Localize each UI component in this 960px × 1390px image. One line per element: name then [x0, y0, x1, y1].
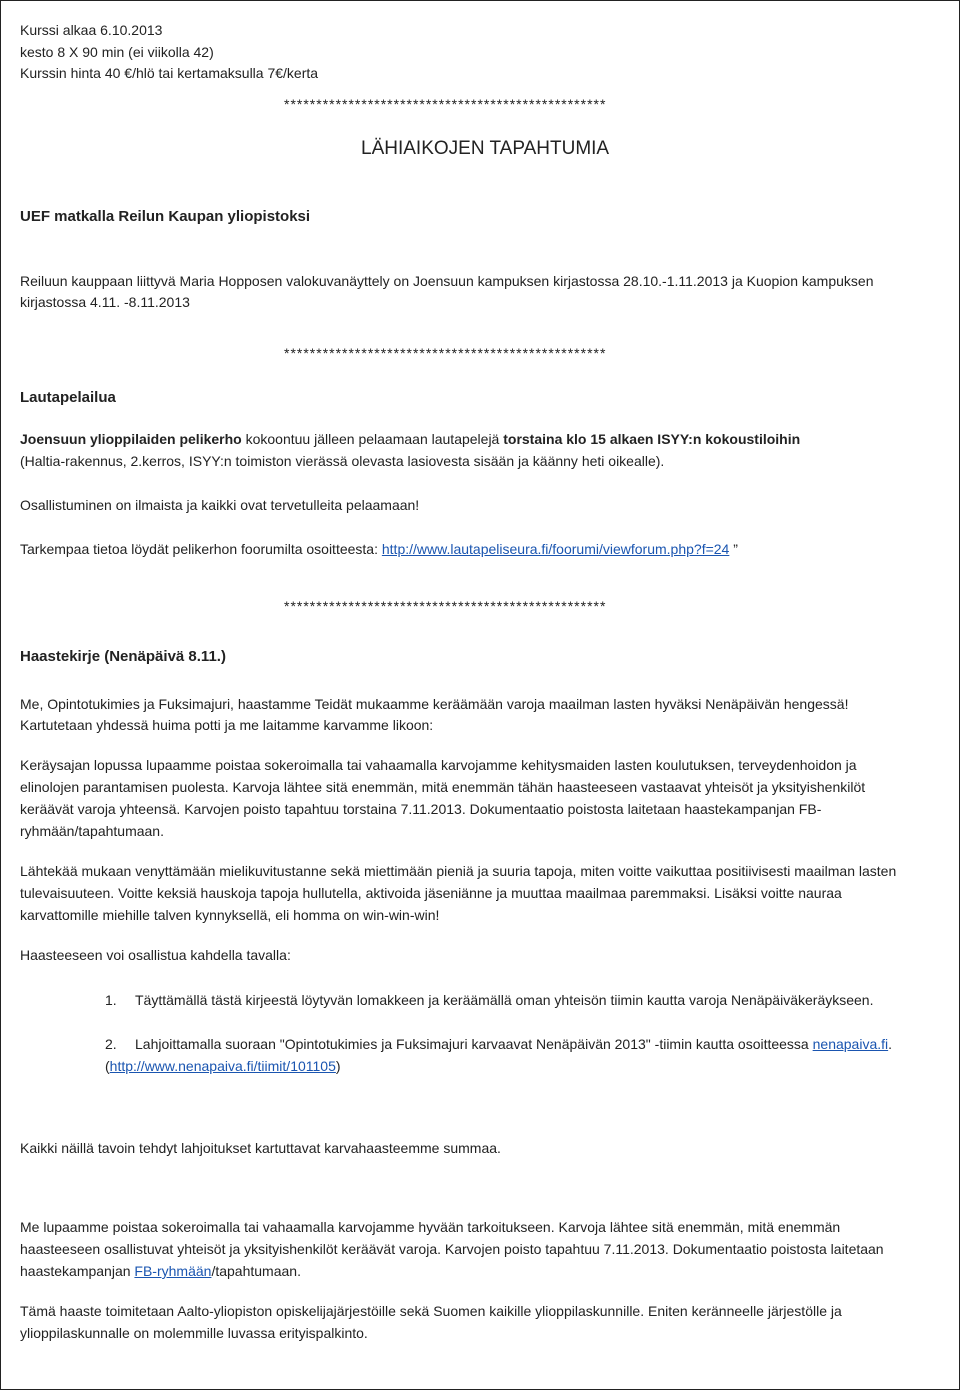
events-heading: LÄHIAIKOJEN TAPAHTUMIA: [361, 138, 610, 159]
forum-intro: Tarkempaa tietoa löydät pelikerhon foorumilta osoitteesta:: [20, 541, 382, 557]
board-games-p3: [20, 538, 738, 560]
list-item-dot: .: [888, 1036, 893, 1052]
separator-1: **************************************************: [284, 96, 607, 112]
aalto-line1: Tämä haaste toimitetaan Aalto-yliopiston opiskelijajärjestöille sekä Suomen kaikille ylioppilaskunnille. Eniten keränneelle järjestölle ja: [20, 1303, 842, 1319]
separator-3: **************************************************: [284, 598, 607, 614]
forum-tail: ”: [729, 541, 738, 557]
promise-tail: /tapahtumaan.: [211, 1263, 301, 1279]
challenge-p1-line3: keräävät varoja yhteensä. Karvojen poisto tapahtuu torstaina 7.11.2013. Dokumentaatio poistosta laitetaan haastekampanjan FB-: [20, 801, 822, 817]
fb-group-link[interactable]: FB-ryhmään: [134, 1263, 212, 1279]
paren-open: (: [105, 1058, 110, 1074]
promise-line3: [20, 1260, 301, 1282]
challenge-p1-line1: Keräysajan lopussa lupaamme poistaa sokeroimalla tai vahaamalla karvojamme kehitysmaiden lasten koulutuksen, terveydenhoidon ja: [20, 757, 857, 773]
uef-text-line2: kirjastossa 4.11. -8.11.2013: [20, 294, 190, 310]
board-games-p1-line2: (Haltia-rakennus, 2.kerros, ISYY:n toimiston vierässä olevasta lasiovesta sisään ja käänny heti oikealle).: [20, 453, 665, 469]
challenge-p1-line4: ryhmään/tapahtumaan.: [20, 823, 164, 839]
nenapaiva-link[interactable]: nenapaiva.fi: [812, 1036, 889, 1052]
p1-text: kokoontuu jälleen pelaamaan lautapelejä: [241, 431, 504, 447]
aalto-line2: ylioppilaskunnalle on molemmille luvassa erityispalkinto.: [20, 1325, 368, 1341]
ways-intro: Haasteeseen voi osallistua kahdella tavalla:: [20, 947, 291, 963]
promise-line1: Me lupaamme poistaa sokeroimalla tai vahaamalla karvojamme hyvään tarkoitukseen. Karvoja lähtee sitä enemmän, mitä enemmän: [20, 1219, 841, 1235]
list-item-text: Täyttämällä tästä kirjeestä löytyvän lomakkeen ja keräämällä oman yhteisön tiimin kautta varoja Nenäpäiväkeräykseen.: [135, 992, 874, 1008]
list-number: 2.: [105, 1036, 117, 1052]
promise-line2: haasteeseen osallistuvat yhteisöt ja yksityishenkilöt keräävät varoja. Karvojen poisto tapahtuu 7.11.2013. Dokumentaatio poistosta laitetaan: [20, 1241, 884, 1257]
club-name: Joensuun ylioppilaiden pelikerho: [20, 431, 242, 447]
board-games-p1-line1: [20, 428, 800, 450]
paren-close: ): [335, 1058, 341, 1074]
list-item: [105, 989, 873, 1011]
uef-title: UEF matkalla Reilun Kaupan yliopistoksi: [20, 208, 311, 225]
forum-link[interactable]: http://www.lautapeliseura.fi/foorumi/viewforum.php?f=24: [381, 541, 730, 557]
challenge-title: Haastekirje (Nenäpäivä 8.11.): [20, 648, 226, 665]
team-link[interactable]: http://www.nenapaiva.fi/tiimit/101105: [109, 1058, 336, 1074]
list-item-text: Lahjoittamalla suoraan "Opintotukimies ja Fuksimajuri karvaavat Nenäpäivän 2013" -tiimin kautta osoitteessa: [135, 1036, 813, 1052]
course-duration: kesto 8 X 90 min (ei viikolla 42): [20, 44, 214, 60]
challenge-intro-line2: Kartutetaan yhdessä huima potti ja me laitamme karvamme likoon:: [20, 717, 434, 733]
challenge-intro-line1: Me, Opintotukimies ja Fuksimajuri, haastamme Teidät mukaamme keräämään varoja maailman lasten hyväksi Nenäpäivän hengessä!: [20, 696, 849, 712]
course-start: Kurssi alkaa 6.10.2013: [20, 22, 163, 38]
course-price: Kurssin hinta 40 €/hlö tai kertamaksulla 7€/kerta: [20, 65, 319, 81]
list-item-continuation: [105, 1055, 341, 1077]
board-games-title: Lautapelailua: [20, 389, 116, 406]
list-item: [105, 1033, 892, 1055]
donations-sum: Kaikki näillä tavoin tehdyt lahjoitukset kartuttavat karvahaasteemme summaa.: [20, 1140, 501, 1156]
promise-text: haastekampanjan: [20, 1263, 135, 1279]
board-games-p2: Osallistuminen on ilmaista ja kaikki ovat tervetulleita pelaamaan!: [20, 497, 420, 513]
list-number: 1.: [105, 992, 117, 1008]
challenge-p2-line3: karvattomille miehille talven kynnyksellä, eli homma on win-win-win!: [20, 907, 440, 923]
challenge-p1-line2: elinolojen parantamisen puolesta. Karvoja lähtee sitä enemmän, mitä enemmän tähän haasteeseen vastaavat yhteisöt ja yksityishenkilöt: [20, 779, 866, 795]
meeting-time: torstaina klo 15 alkaen ISYY:n kokoustiloihin: [503, 431, 801, 447]
uef-text-line1: Reiluun kauppaan liittyvä Maria Hopposen valokuvanäyttely on Joensuun kampuksen kirjastossa 28.10.-1.11.2013 ja Kuopion kampuksen: [20, 273, 874, 289]
challenge-p2-line1: Lähtekää mukaan venyttämään mielikuvitustanne sekä miettimään pieniä ja suuria tapoja, miten voitte vaikuttaa positiivisesti maailman lasten: [20, 863, 897, 879]
challenge-p2-line2: tulevaisuuteen. Voitte keksiä hauskoja tapoja hullutella, aktivoida jäseniänne ja muuttaa maailmaa paremmaksi. Lisäksi voitte nauraa: [20, 885, 842, 901]
separator-2: **************************************************: [284, 345, 607, 361]
